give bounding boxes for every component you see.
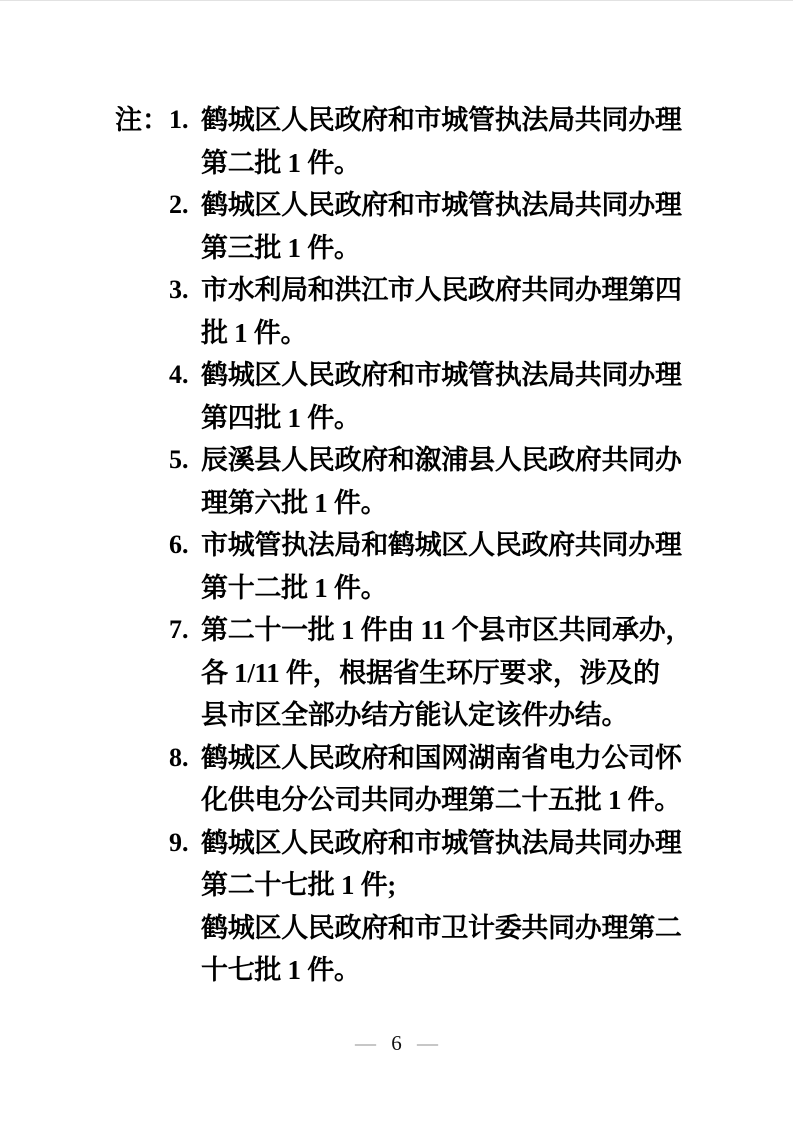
text-line: 理第六批 1 件。: [201, 487, 388, 518]
note-item-text: [201, 184, 793, 269]
text-line: 市城管执法局和鹤城区人民政府共同办理: [201, 530, 682, 560]
text-line: 十七批 1 件。: [201, 955, 361, 985]
text-line: 鹤城区人民政府和市卫计委共同办理第二: [201, 912, 682, 943]
text-line: 市水利局和洪江市人民政府共同办理第四: [201, 275, 682, 305]
note-label: 注：: [115, 105, 169, 135]
note-item-text: [201, 737, 793, 822]
note-item: [169, 439, 793, 524]
note-row: [0, 99, 793, 992]
note-item: [169, 354, 793, 439]
scan-edge-line: [0, 0, 793, 1]
footer-right-dash: —: [417, 1031, 438, 1055]
note-item-text: [201, 354, 793, 439]
text-line: 辰溪县人民政府和溆浦县人民政府共同办: [201, 445, 682, 475]
note-item-number: 1.: [169, 105, 189, 134]
note-item: [169, 524, 793, 609]
text-line: 第二十一批 1 件由 11 个县市区共同承办，: [201, 615, 693, 645]
note-items: [169, 99, 793, 992]
note-item-number: 4.: [169, 360, 189, 389]
note-item: [169, 822, 793, 992]
note-item: [169, 609, 793, 737]
note-item-number: 7.: [169, 615, 189, 644]
note-item-number: 8.: [169, 742, 189, 772]
note-item-number: 9.: [169, 827, 189, 857]
text-line: 各 1/11 件，根据省生环厅要求，涉及的: [201, 657, 660, 688]
note-item-text: [201, 99, 793, 184]
text-line: 鹤城区人民政府和国网湖南省电力公司怀: [201, 742, 682, 773]
text-line: 第二批 1 件。: [201, 147, 361, 178]
note-item-number: 3.: [169, 275, 189, 304]
note-item-number: 2.: [169, 190, 189, 219]
text-line: 县市区全部办结方能认定该件办结。: [201, 700, 629, 730]
text-line: 鹤城区人民政府和市城管执法局共同办理: [201, 105, 682, 135]
text-line: 鹤城区人民政府和市城管执法局共同办理: [201, 360, 682, 390]
note-item: [169, 184, 793, 269]
note-item-text: [201, 269, 793, 354]
note-item-number: 5.: [169, 445, 189, 474]
text-line: 鹤城区人民政府和市城管执法局共同办理: [201, 190, 682, 220]
note-item: [169, 99, 793, 184]
footer-left-dash: —: [355, 1031, 376, 1055]
text-line: 批 1 件。: [201, 317, 308, 348]
note-item-text: [201, 822, 793, 992]
text-line: 第二十七批 1 件;: [201, 870, 396, 900]
note-item-number: 6.: [169, 530, 189, 559]
note-item-text: [201, 609, 793, 737]
text-line: 第三批 1 件。: [201, 232, 361, 263]
notes-section: [0, 99, 793, 992]
text-line: 第四批 1 件。: [201, 402, 361, 433]
note-item: [169, 269, 793, 354]
note-item-text: [201, 439, 793, 524]
text-line: 鹤城区人民政府和市城管执法局共同办理: [201, 827, 682, 858]
page-footer: [0, 1028, 793, 1058]
text-line: 化供电分公司共同办理第二十五批 1 件。: [201, 785, 681, 815]
note-item: [169, 737, 793, 822]
page-number: 6: [391, 1031, 402, 1055]
text-line: 第十二批 1 件。: [201, 572, 388, 603]
note-item-text: [201, 524, 793, 609]
